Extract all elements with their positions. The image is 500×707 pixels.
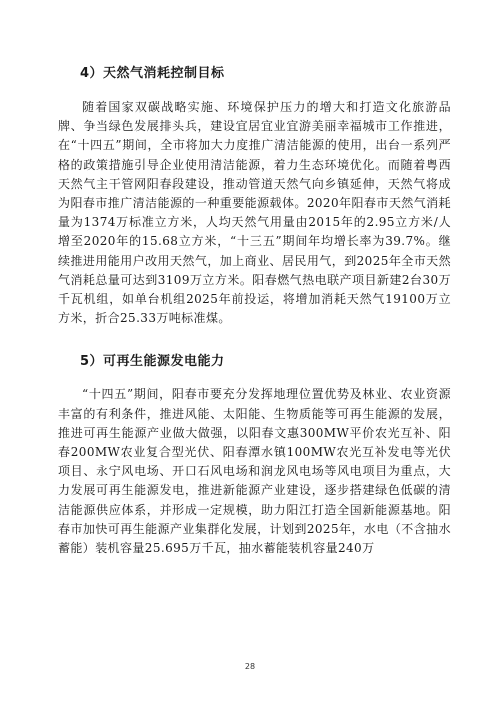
page-number: 28 [244,662,256,671]
section-heading-natural-gas: 4）天然气消耗控制目标 [80,66,225,81]
section-paragraph-renewable-energy: “十四五”期间，阳春市要充分发挥地理位置优势及林业、农业资源丰富的有利条件，推进风能、太阳能、生物质能等可再生能源的发展，推进可再生能源产业做大做强，以阳春文惠300MW平价农光互补、阳春200MW农业复合型光伏、阳春潭水镇100MW农光互补发电等光伏项目、永宁风电场、开口石风电场和润龙风电场等风电项目为重点，大力发展可再生能源发电，推进新能源产业建设，逐步搭建绿色低碳的清洁能源供应体系，并形成一定规模，助力阳江打造全国新能源基地。阳春市加快可再生能源产业集群化发展，计划到2025年，水电（不含抽水蓄能）装机容量25.695万千瓦，抽水蓄能装机容量240万 [58,387,451,556]
section-heading-renewable-energy: 5）可再生能源发电能力 [80,354,225,370]
section-paragraph-natural-gas: 随着国家双碳战略实施、环境保护压力的增大和打造文化旅游品牌、争当绿色发展排头兵，建设宜居宜业宜游美丽幸福城市工作推进，在“十四五”期间，全市将加大力度推广清洁能源的使用，出台一系列严格的政策措施引导企业使用清洁能源，着力生态环境优化。而随着粤西天然气主干管网阳春段建设，推动管道天然气向乡镇延伸，天然气将成为阳春市推广清洁能源的一种重要能源载体。2020年阳春市天然气消耗量为1374万标准立方米，人均天然气用量由2015年的2.95立方米/人增至2020年的15.68立方米，“十三五”期间年均增长率为39.7%。继续推进用能用户改用天然气，加上商业、居民用气，到2025年全市天然气消耗总量可达到3109万立方米。阳春燃气热电联产项目新建2台30万千瓦机组，如单台机组2025年前投运，将增加消耗天然气19100万立方米，折合25.33万吨标准煤。 [58,100,451,326]
